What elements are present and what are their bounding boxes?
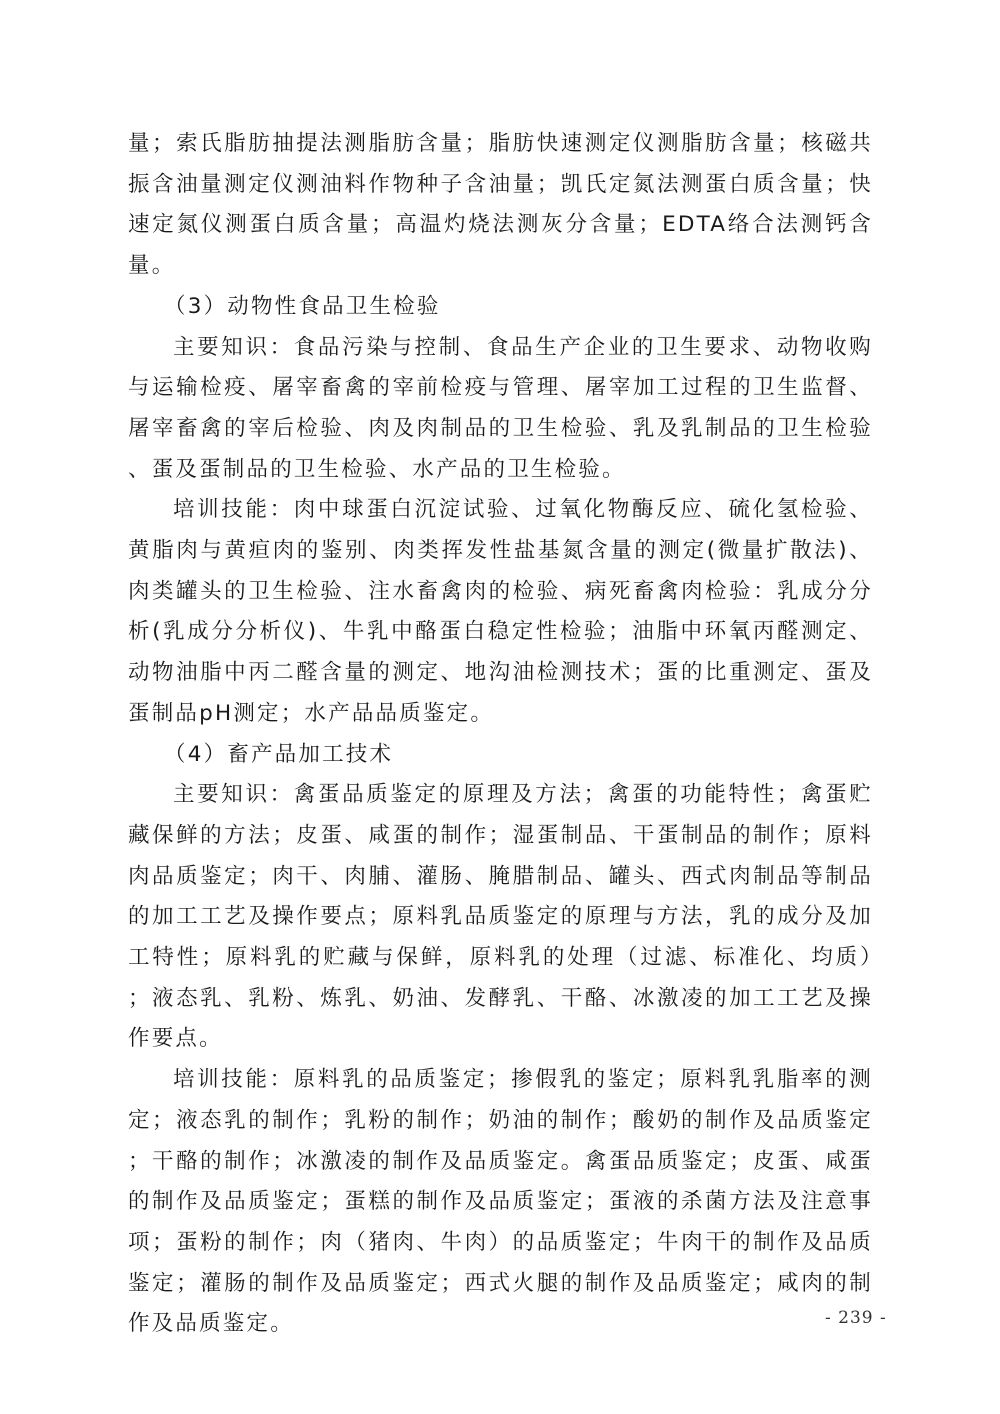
document-page [128, 124, 873, 1345]
section-heading-livestock-processing: （4）畜产品加工技术 [164, 741, 394, 767]
paragraph-training-skills-hygiene: 培训技能：肉中球蛋白沉淀试验、过氧化物酶反应、硫化氢检验、黄脂肉与黄疸肉的鉴别、肉类挥发性盐基氮含量的测定(微量扩散法)、肉类罐头的卫生检验、注水畜禽肉的检验、病死畜禽肉检验：乳成分分析(乳成分分析仪)、牛乳中酪蛋白稳定性检验；油脂中环氧丙醛测定、动物油脂中丙二醛含量的测定、地沟油检测技术；蛋的比重测定、蛋及蛋制品pH测定；水产品品质鉴定。 [128, 497, 873, 726]
paragraph-main-knowledge-hygiene: 主要知识：食品污染与控制、食品生产企业的卫生要求、动物收购与运输检疫、屠宰畜禽的宰前检疫与管理、屠宰加工过程的卫生监督、屠宰畜禽的宰后检验、肉及肉制品的卫生检验、乳及乳制品的卫生检验、蛋及蛋制品的卫生检验、水产品的卫生检验。 [128, 334, 873, 482]
paragraph-main-knowledge-processing: 主要知识：禽蛋品质鉴定的原理及方法；禽蛋的功能特性；禽蛋贮藏保鲜的方法；皮蛋、咸蛋的制作；湿蛋制品、干蛋制品的制作；原料肉品质鉴定；肉干、肉脯、灌肠、腌腊制品、罐头、西式肉制品等制品的加工工艺及操作要点；原料乳品质鉴定的原理与方法，乳的成分及加工特性；原料乳的贮藏与保鲜，原料乳的处理（过滤、标准化、均质）；液态乳、乳粉、炼乳、奶油、发酵乳、干酪、冰激凌的加工工艺及操作要点。 [128, 782, 873, 1052]
page-number: - 239 - [825, 1308, 887, 1328]
section-heading-animal-food-hygiene: （3）动物性食品卫生检验 [164, 293, 441, 319]
paragraph-training-skills-processing: 培训技能：原料乳的品质鉴定；掺假乳的鉴定；原料乳乳脂率的测定；液态乳的制作；乳粉的制作；奶油的制作；酸奶的制作及品质鉴定；干酪的制作；冰激凌的制作及品质鉴定。禽蛋品质鉴定；皮蛋、咸蛋的制作及品质鉴定；蛋糕的制作及品质鉴定；蛋液的杀菌方法及注意事项；蛋粉的制作；肉（猪肉、牛肉）的品质鉴定；牛肉干的制作及品质鉴定；灌肠的制作及品质鉴定；西式火腿的制作及品质鉴定；咸肉的制作及品质鉴定。 [128, 1067, 873, 1337]
paragraph-continuation: 量；索氏脂肪抽提法测脂肪含量；脂肪快速测定仪测脂肪含量；核磁共振含油量测定仪测油料作物种子含油量；凯氏定氮法测蛋白质含量；快速定氮仪测蛋白质含量；高温灼烧法测灰分含量；EDTA络合法测钙含量。 [128, 131, 873, 279]
